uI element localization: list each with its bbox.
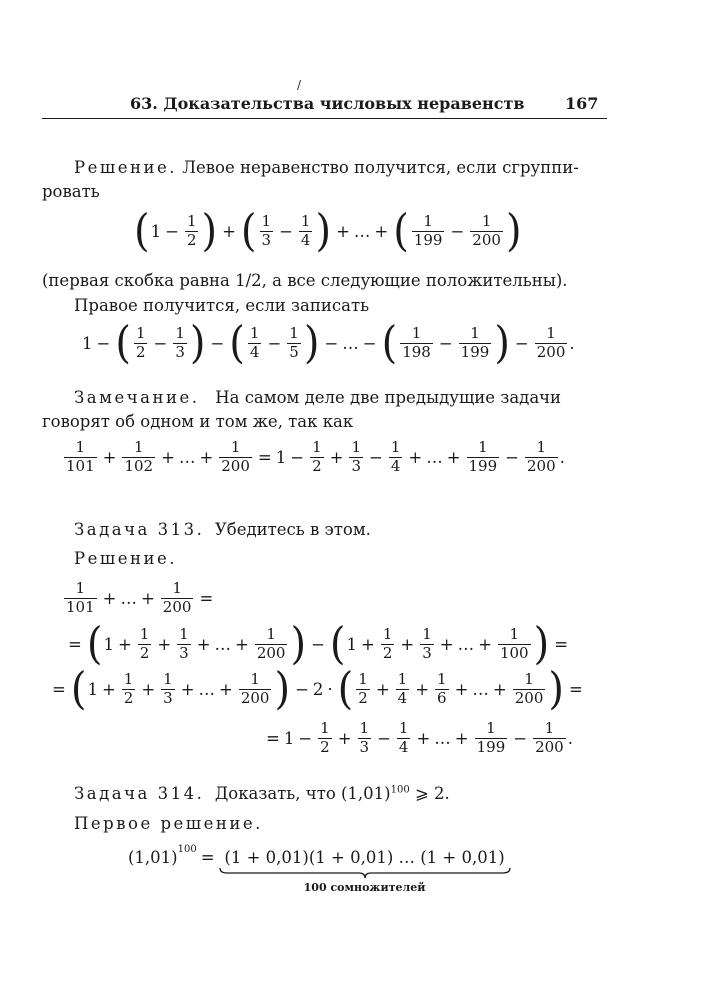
paren-close: ) (189, 317, 206, 369)
paren-open: ( (381, 317, 398, 369)
plus-sign: + (141, 679, 156, 699)
minus-sign: − (165, 221, 179, 241)
term: 1 (346, 634, 358, 654)
ellipsis: … (178, 447, 196, 467)
denominator: 2 (186, 230, 197, 249)
plus-sign: + (361, 634, 375, 654)
remark-label: Замечание. (74, 388, 200, 407)
plus-sign: + (446, 447, 461, 467)
coefficient: 2 (312, 679, 324, 699)
equals-sign: = (568, 679, 583, 699)
plus-sign: + (337, 728, 352, 748)
denominator: 199 (468, 456, 498, 475)
fraction (161, 581, 194, 616)
minus-sign: − (505, 447, 519, 467)
denominator: 4 (300, 230, 311, 249)
minus-sign: − (153, 333, 168, 353)
term: 1 (87, 679, 98, 699)
remark-text-line2: говорят об одном и том же, так как (42, 412, 354, 431)
task-313-label: Задача 313. (74, 520, 205, 539)
fraction (435, 669, 449, 707)
fraction (239, 669, 272, 707)
paren-close: ) (274, 663, 291, 715)
plus-sign: + (219, 679, 233, 699)
task-314-exponent: 100 (390, 784, 410, 796)
equation-right-grouping (82, 317, 575, 369)
denominator: 5 (289, 342, 299, 361)
ellipsis: … (457, 634, 475, 654)
ellipsis: … (120, 588, 137, 608)
denominator: 199 (476, 737, 506, 756)
plus-sign: + (439, 634, 454, 654)
denominator: 2 (358, 688, 368, 707)
fraction (389, 440, 403, 475)
paren-close: ) (505, 205, 522, 257)
fraction (122, 669, 136, 707)
paren-open: ( (229, 317, 245, 369)
ellipsis: … (426, 447, 443, 467)
minus-sign: − (298, 728, 313, 748)
ellipsis: … (198, 679, 216, 699)
equals-sign: = (200, 848, 215, 867)
paren-open: ( (70, 663, 87, 715)
numerator: 1 (230, 438, 241, 456)
denominator: 200 (536, 342, 566, 361)
remark-text-line1: На самом деле две предыдущие задачи (215, 388, 562, 407)
paren-close: ) (315, 205, 332, 257)
solution-text-line2: ровать (42, 182, 100, 201)
minus-sign: − (279, 221, 293, 241)
fraction (412, 211, 445, 249)
denominator: 2 (312, 456, 322, 475)
minus-sign: − (513, 728, 528, 748)
minus-sign: − (96, 333, 111, 353)
denominator: 100 (499, 643, 529, 662)
plus-sign: + (161, 447, 175, 467)
period: . (567, 728, 573, 748)
plus-sign: + (102, 447, 117, 467)
fraction (122, 440, 155, 475)
denominator: 4 (397, 688, 408, 707)
fraction (525, 440, 558, 475)
numerator: 1 (163, 669, 173, 688)
plus-sign: + (374, 221, 389, 241)
plus-sign: + (408, 447, 423, 467)
numerator: 1 (320, 719, 330, 737)
denominator: 3 (422, 643, 432, 662)
ellipsis: … (353, 221, 371, 241)
note-line2: Правое получится, если записать (74, 296, 370, 315)
equation-identity (62, 440, 565, 475)
equals-sign: = (554, 634, 569, 654)
numerator: 1 (478, 438, 488, 456)
numerator: 1 (397, 669, 408, 688)
product-equation (128, 844, 511, 894)
numerator: 1 (172, 579, 182, 597)
derivation-row-1 (62, 581, 217, 616)
underbrace-group (219, 848, 511, 894)
fraction (420, 624, 434, 662)
denominator: 200 (240, 688, 270, 707)
denominator: 101 (66, 597, 95, 616)
numerator: 1 (351, 438, 361, 456)
denominator: 200 (526, 456, 556, 475)
fraction (356, 669, 370, 707)
minus-sign: − (377, 728, 391, 748)
numerator: 1 (179, 624, 189, 643)
plus-sign: + (400, 634, 415, 654)
power-exponent: 100 (177, 844, 197, 855)
plus-sign: + (140, 588, 155, 608)
numerator: 1 (134, 438, 144, 456)
numerator: 1 (486, 719, 496, 737)
derivation-row-2 (64, 618, 572, 670)
numerator: 1 (75, 438, 86, 456)
numerator: 1 (481, 211, 492, 230)
term: 1 (82, 333, 93, 353)
plus-sign: + (478, 634, 492, 654)
page-number: 167 (565, 94, 599, 113)
minus-sign: − (438, 333, 453, 353)
remark-paragraph (74, 388, 561, 407)
equals-sign: = (266, 728, 280, 748)
numerator: 1 (546, 323, 556, 342)
paren-open: ( (337, 663, 354, 715)
equals-sign: = (257, 447, 272, 467)
fraction (475, 721, 508, 756)
paren-open: ( (134, 205, 150, 257)
denominator: 6 (437, 688, 447, 707)
fraction (467, 440, 500, 475)
task-313-solution-label: Решение. (74, 549, 177, 568)
product-expression: (1 + 0,01)(1 + 0,01) … (1 + 0,01) (224, 848, 505, 867)
numerator: 1 (139, 624, 150, 643)
fraction (318, 721, 332, 756)
paren-open: ( (393, 205, 409, 257)
plus-sign: + (492, 679, 507, 699)
numerator: 1 (312, 438, 322, 456)
denominator: 200 (221, 456, 250, 475)
fraction (219, 440, 252, 475)
denominator: 3 (261, 230, 272, 249)
solution-label: Решение. (74, 158, 177, 177)
equation-grouping (133, 205, 523, 257)
equals-sign: = (68, 634, 82, 654)
fraction (260, 211, 274, 249)
derivation-row-3 (48, 663, 587, 715)
numerator: 1 (186, 211, 197, 230)
plus-sign: + (199, 447, 214, 467)
fraction (349, 440, 363, 475)
paren-close: ) (303, 317, 320, 369)
solution-paragraph-1 (74, 158, 579, 177)
denominator: 200 (472, 230, 501, 249)
plus-sign: + (416, 728, 431, 748)
task-314-label: Задача 314. (74, 784, 205, 803)
numerator: 1 (398, 719, 409, 737)
fraction (185, 211, 199, 249)
minus-sign: − (267, 333, 282, 353)
numerator: 1 (249, 323, 260, 342)
numerator: 1 (135, 323, 146, 342)
fraction (513, 669, 546, 707)
denominator: 199 (413, 230, 443, 249)
denominator: 3 (163, 688, 173, 707)
denominator: 2 (320, 737, 330, 756)
numerator: 1 (123, 669, 134, 688)
fraction (381, 624, 395, 662)
task-314-text-suffix: ⩾ 2. (414, 784, 450, 803)
fraction (470, 211, 503, 249)
fraction (138, 624, 152, 662)
denominator: 2 (139, 643, 150, 662)
fraction (161, 669, 175, 707)
fraction (64, 440, 97, 475)
minus-sign: − (311, 634, 325, 654)
plus-sign: + (157, 634, 172, 654)
numerator: 1 (300, 211, 311, 230)
ellipsis: … (342, 333, 359, 353)
equals-sign: = (52, 679, 66, 699)
minus-sign: − (368, 447, 383, 467)
denominator: 4 (398, 737, 409, 756)
power-base: (1,01) (128, 848, 178, 867)
fraction (64, 581, 97, 616)
solution-text-line1: Левое неравенство получится, если сгруппи- (182, 158, 579, 177)
denominator: 3 (179, 643, 189, 662)
numerator: 1 (250, 669, 260, 688)
note-line1: (первая скобка равна 1/2, а все следующие положительны). (42, 271, 568, 290)
numerator: 1 (536, 438, 547, 456)
denominator: 3 (359, 737, 370, 756)
paren-open: ( (240, 205, 257, 257)
term: 1 (150, 221, 162, 241)
paren-open: ( (115, 317, 131, 369)
underbrace-label: 100 сомножителей (303, 881, 426, 894)
denominator: 2 (135, 342, 146, 361)
numerator: 1 (423, 211, 433, 230)
paren-open: ( (329, 618, 346, 670)
numerator: 1 (261, 211, 272, 230)
numerator: 1 (524, 669, 534, 688)
numerator: 1 (175, 323, 185, 342)
numerator: 1 (437, 669, 447, 688)
denominator: 102 (124, 456, 154, 475)
fraction (310, 440, 324, 475)
fraction (397, 721, 411, 756)
numerator: 1 (266, 624, 276, 643)
denominator: 4 (249, 342, 260, 361)
paren-close: ) (201, 205, 218, 257)
multiply-dot: · (327, 679, 333, 699)
paren-open: ( (86, 618, 103, 670)
numerator: 1 (509, 624, 520, 643)
numerator: 1 (289, 323, 299, 342)
plus-sign: + (415, 679, 430, 699)
minus-sign: − (295, 679, 309, 699)
minus-sign: − (324, 333, 339, 353)
fraction (400, 323, 433, 361)
task-314 (74, 784, 450, 803)
paren-close: ) (494, 317, 510, 369)
term: 1 (275, 447, 287, 467)
fraction (177, 624, 191, 662)
numerator: 1 (382, 624, 393, 643)
denominator: 2 (382, 643, 393, 662)
plus-sign: + (454, 728, 469, 748)
numerator: 1 (544, 719, 555, 737)
denominator: 198 (402, 342, 431, 361)
numerator: 1 (358, 669, 368, 688)
plus-sign: + (101, 679, 116, 699)
denominator: 200 (514, 688, 544, 707)
denominator: 200 (256, 643, 286, 662)
denominator: 4 (390, 456, 401, 475)
fraction (287, 323, 301, 361)
equals-sign: = (199, 588, 214, 608)
plus-sign: + (329, 447, 344, 467)
fraction (299, 211, 313, 249)
task-314-text-prefix: Доказать, что (1,01) (214, 784, 391, 803)
derivation-row-4 (262, 721, 573, 756)
ellipsis: … (434, 728, 451, 748)
minus-sign: − (210, 333, 225, 353)
period: . (559, 447, 565, 467)
numerator: 1 (422, 624, 432, 643)
plus-sign: + (180, 679, 195, 699)
numerator: 1 (390, 438, 401, 456)
denominator: 200 (535, 737, 564, 756)
task-313 (74, 520, 371, 539)
term: 1 (283, 728, 295, 748)
fraction (396, 669, 410, 707)
minus-sign: − (290, 447, 305, 467)
numerator: 1 (359, 719, 370, 737)
numerator: 1 (411, 323, 422, 342)
fraction (173, 323, 187, 361)
denominator: 3 (175, 342, 185, 361)
tick-mark: / (297, 78, 302, 92)
fraction (498, 624, 531, 662)
plus-sign: + (454, 679, 469, 699)
denominator: 200 (162, 597, 192, 616)
ellipsis: … (214, 634, 232, 654)
fraction (134, 323, 148, 361)
task-313-text: Убедитесь в этом. (214, 520, 371, 539)
plus-sign: + (375, 679, 390, 699)
plus-sign: + (336, 221, 350, 241)
fraction (358, 721, 372, 756)
plus-sign: + (196, 634, 211, 654)
minus-sign: − (450, 221, 465, 241)
fraction (535, 323, 568, 361)
fraction (248, 323, 262, 361)
period: . (569, 333, 575, 353)
underbrace-icon (219, 867, 511, 879)
plus-sign: + (102, 588, 117, 608)
denominator: 2 (123, 688, 134, 707)
minus-sign: − (514, 333, 529, 353)
numerator: 1 (470, 323, 480, 342)
ellipsis: … (472, 679, 489, 699)
first-solution-label: Первое решение. (74, 814, 263, 833)
fraction (533, 721, 566, 756)
numerator: 1 (75, 579, 86, 597)
denominator: 3 (351, 456, 361, 475)
denominator: 199 (460, 342, 490, 361)
term: 1 (103, 634, 114, 654)
paren-close: ) (533, 618, 550, 670)
paren-close: ) (548, 663, 564, 715)
denominator: 101 (66, 456, 95, 475)
plus-sign: + (117, 634, 132, 654)
plus-sign: + (235, 634, 249, 654)
minus-sign: − (362, 333, 377, 353)
fraction (255, 624, 288, 662)
running-header-title: 63. Доказательства числовых неравенств (130, 94, 525, 113)
fraction (459, 323, 492, 361)
plus-sign: + (222, 221, 236, 241)
header-rule (42, 118, 607, 119)
paren-close: ) (290, 618, 307, 670)
